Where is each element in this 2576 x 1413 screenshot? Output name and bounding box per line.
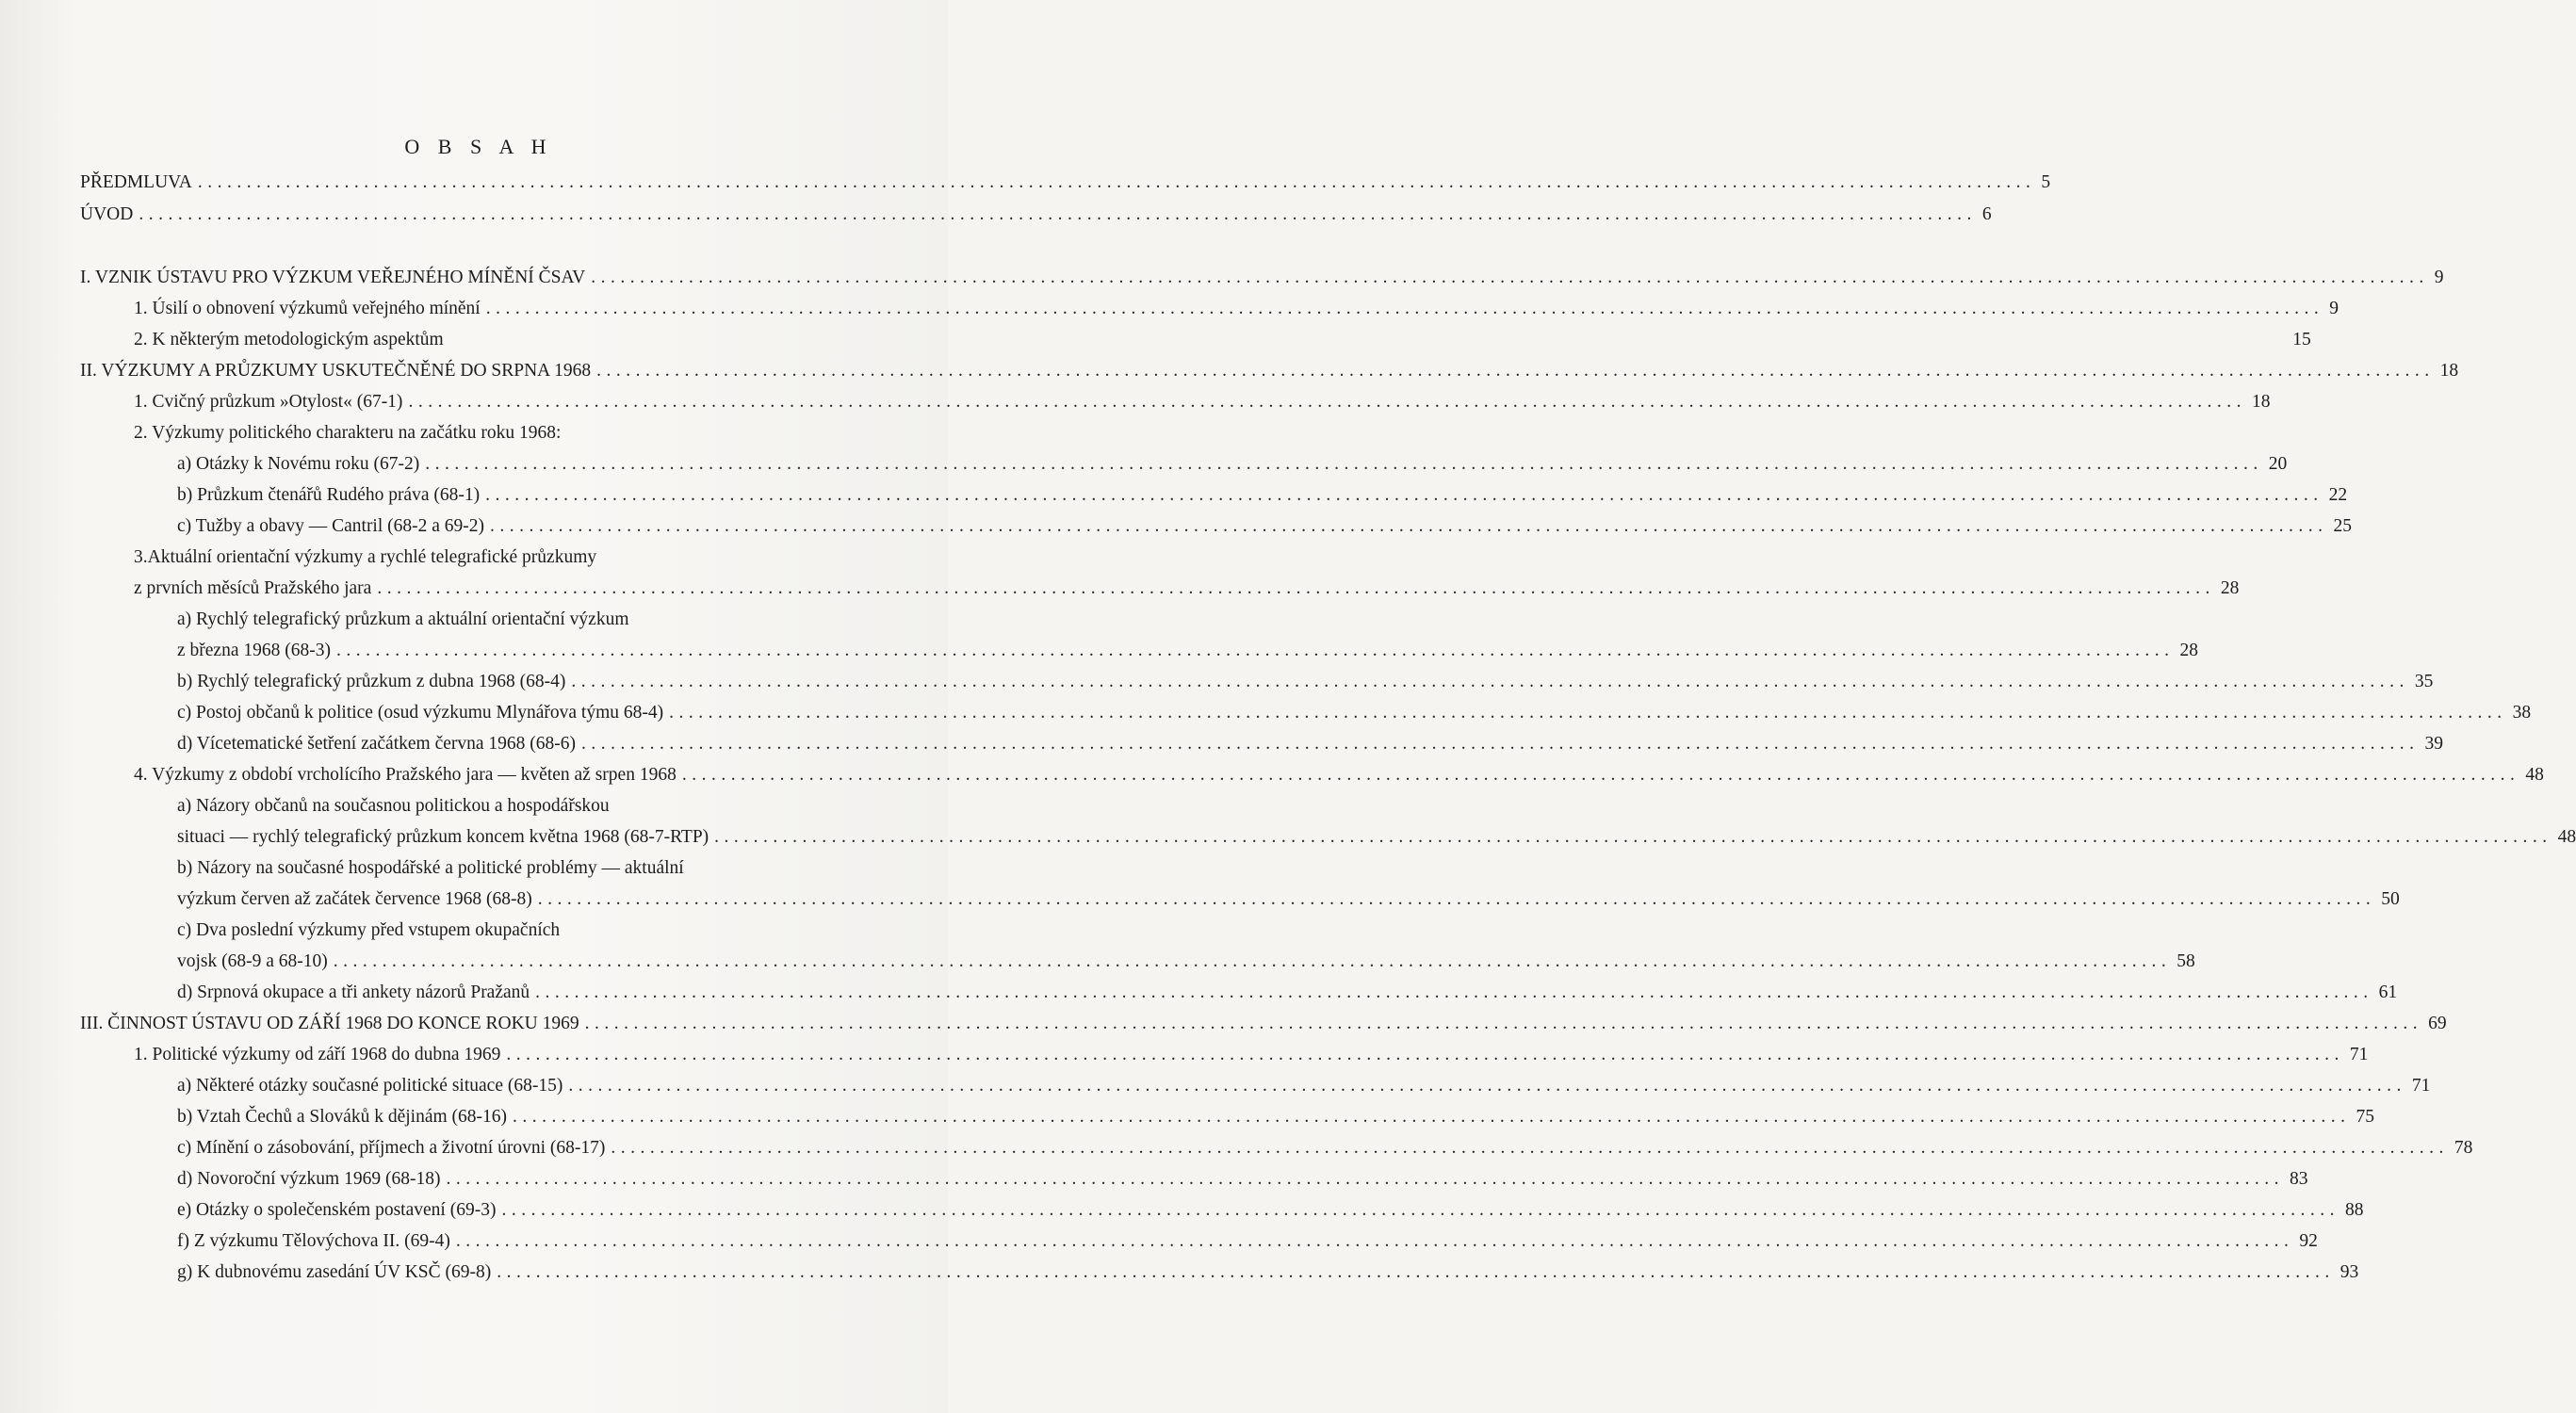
toc-entry-title: d) Srpnová okupace a tři ankety názorů Pražanů bbox=[177, 983, 530, 1002]
toc-entry bbox=[177, 885, 2400, 914]
toc-entry-title: c) Dva poslední výzkumy před vstupem okupačních bbox=[177, 920, 561, 940]
toc-entry bbox=[177, 1227, 2318, 1256]
toc-entry-title: I. VZNIK ÚSTAVU PRO VÝZKUM VEŘEJNÉHO MÍNĚNÍ ČSAV bbox=[80, 268, 586, 287]
toc-entry bbox=[177, 1134, 2473, 1162]
toc-entry-title: b) Rychlý telegrafický průzkum z dubna 1968 (68-4) bbox=[177, 672, 566, 691]
toc-entry-page: 48 bbox=[2525, 765, 2544, 785]
toc-entry-title: b) Průzkum čtenářů Rudého práva (68-1) bbox=[177, 485, 481, 505]
toc-entry bbox=[177, 1072, 2431, 1100]
toc-entry-title: a) Názory občanů na současnou politickou a hospodářskou bbox=[177, 796, 610, 816]
toc-entry bbox=[134, 326, 2311, 354]
toc-leader-dots: ............................................................................................................................................................................................ bbox=[611, 1138, 2449, 1158]
toc-entry bbox=[177, 792, 857, 820]
toc-entry-title: 1. Politické výzkumy od září 1968 do dubna 1969 bbox=[134, 1045, 501, 1064]
toc-entry-title: c) Postoj občanů k politice (osud výzkumu Mlynářova týmu 68-4) bbox=[177, 703, 664, 723]
toc-entry-title: 2. Výzkumy politického charakteru na začátku roku 1968: bbox=[134, 423, 562, 443]
toc-entry-title: b) Vztah Čechů a Slováků k dějinám (68-16) bbox=[177, 1107, 508, 1127]
toc-leader-dots: ............................................................................................................................................................................................ bbox=[669, 703, 2507, 723]
toc-leader-dots: ............................................................................................................................................................................................ bbox=[584, 1014, 2423, 1033]
toc-entry-title: výzkum červen až začátek července 1968 (68-8) bbox=[177, 889, 532, 909]
toc-leader-dots: ............................................................................................................................................................................................ bbox=[591, 268, 2429, 287]
toc-leader-dots: ............................................................................................................................................................................................ bbox=[596, 361, 2435, 381]
toc-entry-page: 93 bbox=[2340, 1262, 2359, 1282]
toc-entry bbox=[80, 357, 2459, 385]
toc-leader-dots: ............................................................................................................................................................................................ bbox=[485, 485, 2323, 505]
toc-entry-title: ÚVOD bbox=[80, 204, 134, 224]
toc-entry-page: 61 bbox=[2378, 983, 2398, 1002]
toc-entry-page: 9 bbox=[2434, 268, 2444, 287]
toc-entry-title: situaci — rychlý telegrafický průzkum koncem května 1968 (68-7-RTP) bbox=[177, 827, 709, 847]
toc-entry-title: vojsk (68-9 a 68-10) bbox=[177, 951, 328, 971]
toc-entry-title: 4. Výzkumy z období vrcholícího Pražského jara — květen až srpen 1968 bbox=[134, 765, 677, 785]
toc-leader-dots: ............................................................................................................................................................................................ bbox=[537, 889, 2376, 909]
toc-entry-title: d) Vícetematické šetření začátkem června 1968 (68-6) bbox=[177, 734, 577, 754]
toc-entry bbox=[80, 264, 2444, 292]
toc-entry-title: 2. K některým metodologickým aspektům bbox=[134, 330, 444, 349]
toc-leader-dots: ............................................................................................................................................................................................ bbox=[535, 983, 2373, 1002]
toc-entry-page: 48 bbox=[2557, 827, 2576, 847]
toc-entry-title: f) Z výzkumu Tělovýchova II. (69-4) bbox=[177, 1231, 450, 1251]
toc-entry-page: 71 bbox=[2411, 1076, 2431, 1096]
toc-entry bbox=[134, 1041, 2369, 1069]
toc-leader-dots: ............................................................................................................................................................................................ bbox=[513, 1107, 2351, 1127]
toc-entry-title: a) Otázky k Novému roku (67-2) bbox=[177, 454, 420, 474]
toc-leader-dots: ............................................................................................................................................................................................ bbox=[425, 454, 2263, 474]
toc-entry-page: 15 bbox=[2292, 330, 2311, 349]
toc-leader-dots: ............................................................................................................................................................................................ bbox=[506, 1045, 2344, 1064]
toc-entry-page: 50 bbox=[2381, 889, 2400, 909]
toc-entry-title: g) K dubnovému zasedání ÚV KSČ (69-8) bbox=[177, 1262, 492, 1282]
toc-entry-page: 28 bbox=[2179, 641, 2198, 660]
toc-entry-title: 1. Cvičný průzkum »Otylost« (67-1) bbox=[134, 392, 403, 412]
toc-leader-dots: ............................................................................................................................................................................................ bbox=[490, 516, 2328, 536]
toc-entry-page: 5 bbox=[2041, 172, 2051, 192]
toc-entry bbox=[177, 1259, 2359, 1287]
toc-entry-title: c) Tužby a obavy — Cantril (68-2 a 69-2) bbox=[177, 516, 485, 536]
toc-entry bbox=[134, 544, 857, 572]
toc-entry bbox=[134, 761, 2544, 789]
toc-entry bbox=[134, 295, 2339, 323]
toc-leader-dots: ............................................................................................................................................................................................ bbox=[581, 734, 2420, 754]
toc-entry-title: b) Názory na současné hospodářské a politické problémy — aktuální bbox=[177, 858, 684, 878]
toc-entry-page: 20 bbox=[2268, 454, 2288, 474]
toc-leader-dots: ............................................................................................................................................................................................ bbox=[681, 765, 2520, 785]
toc-entry bbox=[177, 917, 857, 945]
toc-entry bbox=[177, 637, 2198, 665]
toc-entry bbox=[177, 979, 2398, 1007]
toc-leader-dots: ............................................................................................................................................................................................ bbox=[408, 392, 2246, 412]
toc-entry-page: 39 bbox=[2424, 734, 2444, 754]
toc-entry-page: 92 bbox=[2299, 1231, 2318, 1251]
toc-leader-dots: ............................................................................................................................................................................................ bbox=[139, 204, 1977, 224]
toc-entry-title: a) Rychlý telegrafický průzkum a aktuální orientační výzkum bbox=[177, 609, 629, 629]
toc-entry-page: 35 bbox=[2414, 672, 2434, 691]
toc-entry bbox=[134, 419, 857, 447]
toc-entry bbox=[177, 730, 2444, 758]
page-title: O B S A H bbox=[404, 135, 553, 158]
toc-entry-page: 28 bbox=[2220, 578, 2240, 598]
toc-entry-page: 58 bbox=[2177, 951, 2195, 971]
toc-entry bbox=[177, 450, 2288, 479]
toc-entry bbox=[177, 1196, 2364, 1225]
toc-entry-title: z prvních měsíců Pražského jara bbox=[134, 578, 372, 598]
toc-entry bbox=[177, 823, 2576, 852]
toc-leader-dots: ............................................................................................................................................................................................ bbox=[501, 1200, 2340, 1220]
toc-entry-title: z března 1968 (68-3) bbox=[177, 641, 331, 660]
toc-entry-page: 78 bbox=[2454, 1138, 2473, 1158]
toc-entry-page: 25 bbox=[2333, 516, 2353, 536]
toc-leader-dots: ............................................................................................................................................................................................ bbox=[446, 1169, 2284, 1189]
toc-entry-title: III. ČINNOST ÚSTAVU OD ZÁŘÍ 1968 DO KONCE ROKU 1969 bbox=[80, 1014, 579, 1033]
toc-entry-page: 83 bbox=[2289, 1169, 2308, 1189]
toc-entry bbox=[80, 169, 2051, 197]
toc-entry bbox=[134, 388, 2271, 416]
toc-entry bbox=[177, 1103, 2375, 1131]
toc-entry bbox=[177, 1165, 2308, 1194]
toc-entry-title: a) Některé otázky současné politické situace (68-15) bbox=[177, 1076, 563, 1096]
toc-entry bbox=[177, 481, 2348, 510]
toc-leader-dots: ............................................................................................................................................................................................ bbox=[497, 1262, 2335, 1282]
toc-entry bbox=[80, 201, 1992, 229]
toc-entry-title: II. VÝZKUMY A PRŮZKUMY USKUTEČNĚNÉ DO SRPNA 1968 bbox=[80, 361, 592, 381]
toc-entry-page: 69 bbox=[2428, 1014, 2447, 1033]
toc-entry-page: 18 bbox=[2439, 361, 2459, 381]
toc-entry-title: d) Novoroční výzkum 1969 (68-18) bbox=[177, 1169, 441, 1189]
toc-entry-title: c) Mínění o zásobování, příjmech a životní úrovni (68-17) bbox=[177, 1138, 606, 1158]
toc-entry-page: 75 bbox=[2356, 1107, 2375, 1127]
toc-entry-page: 18 bbox=[2251, 392, 2271, 412]
toc-leader-dots: ............................................................................................................................................................................................ bbox=[485, 299, 2324, 318]
toc-leader-dots: ............................................................................................................................................................................................ bbox=[335, 641, 2175, 660]
toc-leader-dots: ............................................................................................................................................................................................ bbox=[333, 951, 2172, 971]
toc-leader-dots: ............................................................................................................................................................................................ bbox=[568, 1076, 2406, 1096]
toc-entry bbox=[177, 948, 2195, 976]
toc-entry-page: 22 bbox=[2328, 485, 2348, 505]
toc-entry-page: 9 bbox=[2329, 299, 2339, 318]
toc-leader-dots: ............................................................................................................................................................................................ bbox=[571, 672, 2409, 691]
toc-entry bbox=[177, 606, 857, 634]
toc-entry-page: 88 bbox=[2344, 1200, 2364, 1220]
toc-leader-dots: ............................................................................................................................................................................................ bbox=[377, 578, 2215, 598]
toc-entry bbox=[177, 699, 2532, 727]
toc-entry bbox=[177, 668, 2434, 696]
toc-entry-title: 3.Aktuální orientační výzkumy a rychlé telegrafické průzkumy bbox=[134, 547, 597, 567]
toc-entry-title: PŘEDMLUVA bbox=[80, 172, 192, 192]
toc-entry-page: 38 bbox=[2512, 703, 2532, 723]
toc-entry bbox=[134, 575, 2240, 603]
toc-entry-page: 71 bbox=[2349, 1045, 2369, 1064]
toc-entry bbox=[177, 512, 2353, 541]
toc-leader-dots: ............................................................................................................................................................................................ bbox=[714, 827, 2552, 847]
toc-leader-dots: ............................................................................................................................................................................................ bbox=[197, 172, 2036, 192]
toc-entry-title: 1. Úsilí o obnovení výzkumů veřejného mínění bbox=[134, 299, 481, 318]
toc-entry bbox=[177, 854, 857, 883]
toc-entry-page: 6 bbox=[1981, 204, 1992, 224]
toc-entry bbox=[80, 1010, 2447, 1038]
toc-leader-dots: ............................................................................................................................................................................................ bbox=[455, 1231, 2294, 1251]
toc-entry-title: e) Otázky o společenském postavení (69-3) bbox=[177, 1200, 497, 1220]
